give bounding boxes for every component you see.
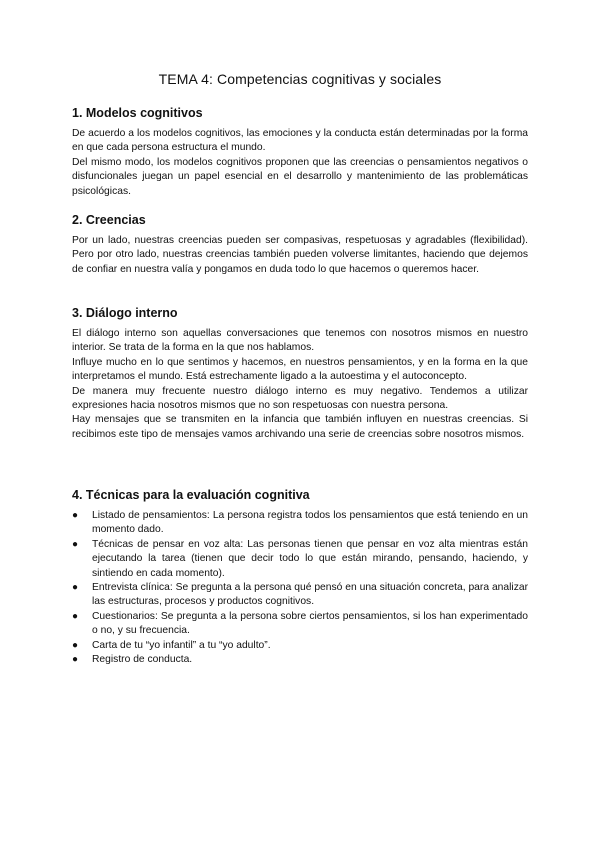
list-item [72, 538, 528, 581]
list-item [72, 581, 528, 610]
paragraph: Por un lado, nuestras creencias pueden ser compasivas, respetuosas y agradables (flexibilidad). Pero por otro lado, nuestras creencias también pueden volverse limitantes, haciendo que dejemos de confiar en nuestra valía y pongamos en duda todo lo que hacemos o queremos hacer. [72, 235, 528, 275]
section-heading: 2. Creencias [72, 213, 146, 227]
section-tecnicas-evaluacion [72, 487, 528, 667]
paragraph: De acuerdo a los modelos cognitivos, las emociones y la conducta están determinadas por la forma en que cada persona estructura el mundo. [72, 128, 528, 154]
bullet-icon: ● [72, 538, 79, 550]
section-heading: 3. Diálogo interno [72, 306, 178, 320]
bullet-icon: ● [72, 510, 79, 521]
list-item [72, 639, 528, 653]
paragraph: Hay mensajes que se transmiten en la infancia que también influyen en nuestras creencias. Si recibimos este tipo de mensajes vamos archivando una serie de creencias sobre nosotros mismos. [72, 414, 528, 440]
list-item-text: Cuestionarios: Se pregunta a la persona sobre ciertos pensamientos, si los han experimentado o no, y su frecuencia. [92, 610, 528, 637]
list-item [72, 610, 528, 639]
section-creencias [72, 212, 528, 277]
bullet-list [72, 509, 528, 667]
section-dialogo-interno [72, 305, 528, 442]
list-item [72, 653, 528, 667]
list-item [72, 509, 528, 538]
bullet-icon: ● [72, 610, 79, 622]
bullet-icon: ● [72, 639, 79, 651]
page-title: TEMA 4: Competencias cognitivas y sociales [158, 71, 442, 87]
list-item-text: Técnicas de pensar en voz alta: Las personas tienen que pensar en voz alta mientras están ejecutando la tarea (tienen que decir todo lo que están mirando, pensando, haciendo, y sintiendo en cada momento). [92, 538, 528, 579]
paragraph: Del mismo modo, los modelos cognitivos proponen que las creencias o pensamientos negativos o disfuncionales juegan un papel esencial en el desarrollo y mantenimiento de las problemáticas psicológicas. [72, 156, 528, 197]
bullet-icon: ● [72, 654, 79, 666]
section-heading: 1. Modelos cognitivos [72, 106, 203, 120]
list-item-text: Listado de pensamientos: La persona registra todos los pensamientos que está teniendo en un momento dado. [92, 510, 528, 536]
paragraph: El diálogo interno son aquellas conversaciones que tenemos con nosotros mismos en nuestro interior. Se trata de la forma en la que nos hablamos. [72, 328, 528, 354]
list-item-text: Entrevista clínica: Se pregunta a la persona qué pensó en una situación concreta, para analizar las estructuras, procesos y productos cognitivos. [92, 582, 528, 608]
list-item-text: Carta de tu “yo infantil” a tu “yo adulto”. [92, 639, 271, 651]
list-item-text: Registro de conducta. [92, 654, 193, 666]
section-modelos-cognitivos [72, 105, 528, 199]
section-heading: 4. Técnicas para la evaluación cognitiva [72, 488, 310, 502]
paragraph: Influye mucho en lo que sentimos y hacemos, en nuestros pensamientos, y en la forma en la que interpretamos el mundo. Está estrechamente ligado a la autoestima y el autoconcepto. [72, 356, 528, 383]
paragraph: De manera muy frecuente nuestro diálogo interno es muy negativo. Tendemos a utilizar expresiones hacia nosotros mismos que no son respetuosas con nuestra persona. [72, 385, 528, 412]
bullet-icon: ● [72, 582, 79, 594]
